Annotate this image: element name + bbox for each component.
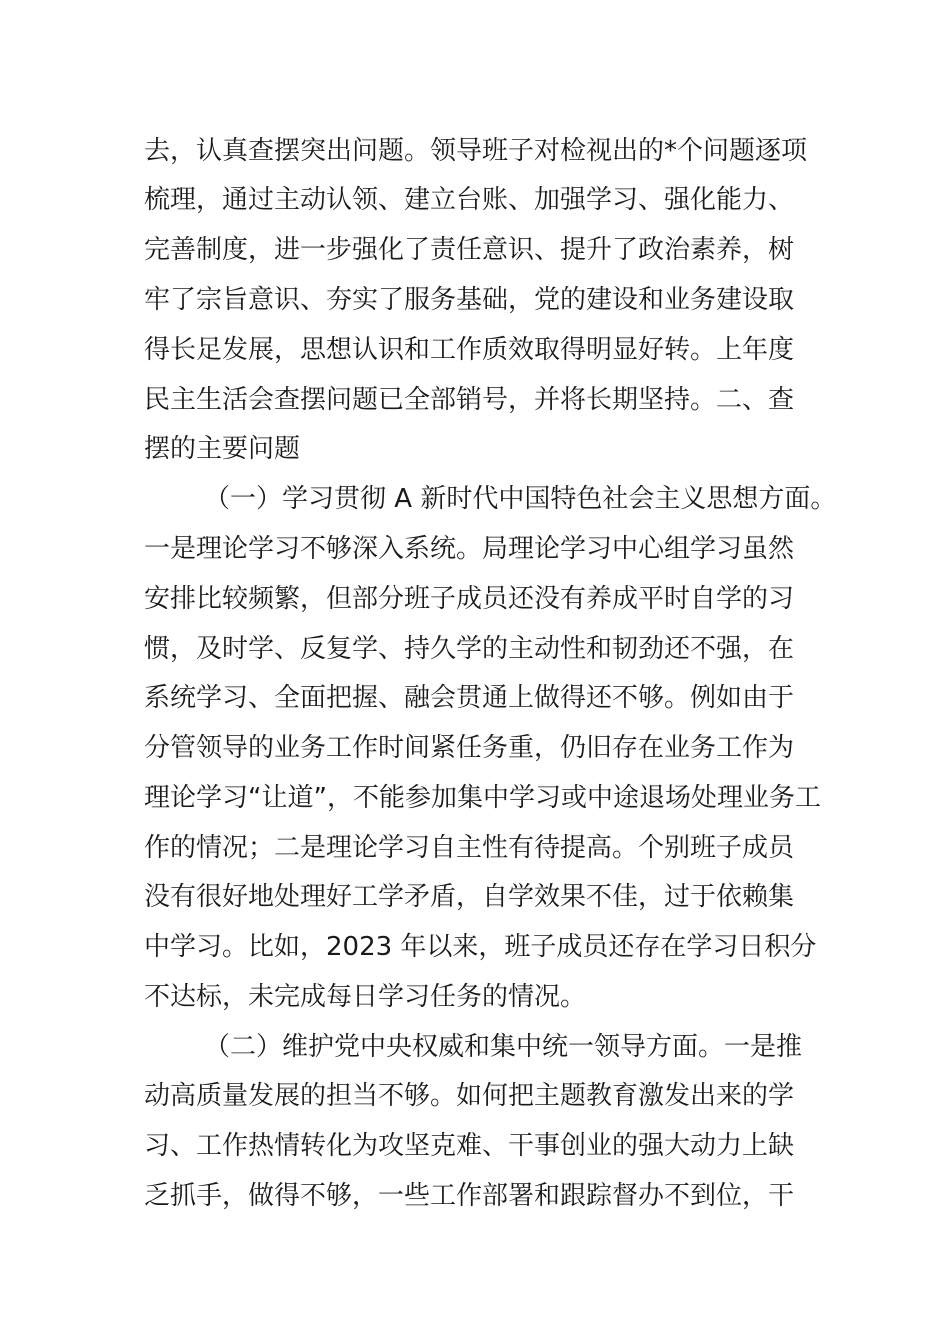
text-line: 民主生活会查摆问题已全部销号，并将长期坚持。二、查	[144, 385, 795, 415]
text-line: 安排比较频繁，但部分班子成员还没有养成平时自学的习	[144, 584, 795, 614]
text-line: 中学习。比如，2023 年以来，班子成员还存在学习日积分	[144, 932, 817, 962]
text-line: 完善制度，进一步强化了责任意识、提升了政治素养，树	[144, 235, 795, 265]
text-line: 牢了宗旨意识、夯实了服务基础，党的建设和业务建设取	[144, 285, 795, 315]
text-line: 去，认真查摆突出问题。领导班子对检视出的*个问题逐项	[144, 136, 808, 166]
text-line: 动高质量发展的担当不够。如何把主题教育激发出来的学	[144, 1081, 795, 1111]
text-line: 系统学习、全面把握、融会贯通上做得还不够。例如由于	[144, 683, 795, 713]
text-line: 分管领导的业务工作时间紧任务重，仍旧存在业务工作为	[144, 733, 795, 763]
section-heading-1: （一）学习贯彻 A 新时代中国特色社会主义思想方面。	[204, 484, 837, 514]
text-line: 作的情况；二是理论学习自主性有待提高。个别班子成员	[144, 833, 795, 863]
text-line: 理论学习“让道”，不能参加集中学习或中途退场处理业务工	[144, 783, 821, 813]
text-line: 乏抓手，做得不够，一些工作部署和跟踪督办不到位，干	[144, 1181, 795, 1211]
text-line: 没有很好地处理好工学矛盾，自学效果不佳，过于依赖集	[144, 882, 795, 912]
text-line: 摆的主要问题	[144, 434, 301, 464]
text-line: 一是理论学习不够深入系统。局理论学习中心组学习虽然	[144, 534, 795, 564]
text-line: 梳理，通过主动认领、建立台账、加强学习、强化能力、	[144, 185, 795, 215]
text-line: 习、工作热情转化为攻坚克难、干事创业的强大动力上缺	[144, 1131, 795, 1161]
text-line: 得长足发展，思想认识和工作质效取得明显好转。上年度	[144, 335, 795, 365]
section-heading-2: （二）维护党中央权威和集中统一领导方面。一是推	[204, 1032, 803, 1062]
text-line: 惯，及时学、反复学、持久学的主动性和韧劲还不强，在	[144, 634, 795, 664]
text-line: 不达标，未完成每日学习任务的情况。	[144, 982, 587, 1012]
